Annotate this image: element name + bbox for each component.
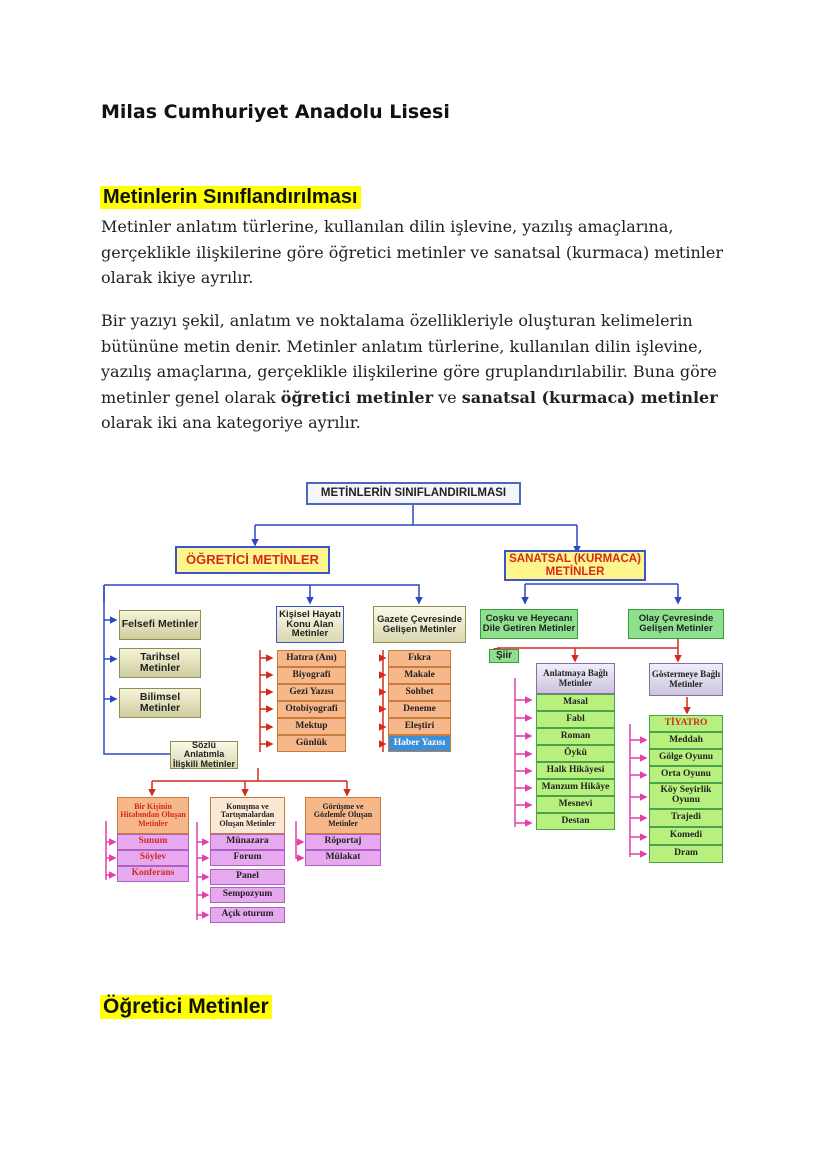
- anlatmaya-item: Destan: [536, 813, 615, 830]
- gostermeye-item: Köy Seyirlik Oyunu: [649, 783, 723, 809]
- gazete-item: Fıkra: [388, 650, 451, 667]
- gostermeye-item: Gölge Oyunu: [649, 749, 723, 766]
- gostermeye-item: Komedi: [649, 827, 723, 845]
- konusma-item: Açık oturum: [210, 907, 285, 923]
- siir-node: Şiir: [489, 649, 519, 663]
- tiyatro-header: TİYATRO: [649, 715, 723, 732]
- anlatmaya-item: Roman: [536, 728, 615, 745]
- p2-text-end: olarak iki ana kategoriye ayrılır.: [101, 413, 361, 432]
- kisisel-item: Gezi Yazısı: [277, 684, 346, 701]
- gostermeye-item: Dram: [649, 845, 723, 863]
- kisisel-item: Otobiyografi: [277, 701, 346, 718]
- anlatmaya-item: Fabl: [536, 711, 615, 728]
- definition-paragraph: [101, 308, 741, 436]
- bir-kisinin-node: Bir Kişinin Hitabından Oluşan Metinler: [117, 797, 189, 834]
- kisisel-item: Hatıra (Anı): [277, 650, 346, 667]
- sozlu-anlatim-node: Sözlü Anlatımla İlişkili Metinler: [170, 741, 238, 769]
- anlatmaya-bagli-node: Anlatmaya Bağlı Metinler: [536, 663, 615, 694]
- gazete-item: Makale: [388, 667, 451, 684]
- gazete-item: Sohbet: [388, 684, 451, 701]
- bir-kisinin-item: Konferans: [117, 866, 189, 882]
- gazete-item: Deneme: [388, 701, 451, 718]
- gostermeye-item: Orta Oyunu: [649, 766, 723, 783]
- anlatmaya-item: Mesnevi: [536, 796, 615, 813]
- bir-kisinin-item: Söylev: [117, 850, 189, 866]
- diagram-root: METİNLERİN SINIFLANDIRILMASI: [306, 482, 521, 505]
- p2-bold-sanatsal: sanatsal (kurmaca) metinler: [461, 387, 718, 407]
- gorusme-node: Görüşme ve Gözlemle Oluşan Metinler: [305, 797, 381, 834]
- kisisel-item: Biyografi: [277, 667, 346, 684]
- bir-kisinin-item: Sunum: [117, 834, 189, 850]
- anlatmaya-item: Manzum Hikâye: [536, 779, 615, 796]
- ogretici-metinler-node: ÖĞRETİCİ METİNLER: [175, 546, 330, 574]
- gazete-item-haber: Haber Yazısı: [388, 735, 451, 752]
- section-title-ogretici: Öğretici Metinler: [100, 995, 272, 1019]
- kisisel-item: Mektup: [277, 718, 346, 735]
- konusma-node: Konuşma ve Tartışmalardan Oluşan Metinler: [210, 797, 285, 834]
- anlatmaya-item: Halk Hikâyesi: [536, 762, 615, 779]
- bilimsel-metinler: Bilimsel Metinler: [119, 688, 201, 718]
- gostermeye-item: Meddah: [649, 732, 723, 749]
- classification-diagram: [100, 476, 730, 926]
- gostermeye-bagli-node: Göstermeye Bağlı Metinler: [649, 663, 723, 696]
- konusma-item: Forum: [210, 850, 285, 866]
- school-name: Milas Cumhuriyet Anadolu Lisesi: [101, 101, 450, 123]
- konusma-item: Panel: [210, 869, 285, 885]
- gorusme-item: Mülakat: [305, 850, 381, 866]
- anlatmaya-item: Öykü: [536, 745, 615, 762]
- p2-text-start: Bir yazıyı şekil, anlatım ve noktalama özellikleriyle oluşturan kelimelerin bütününe metin denir. Metinler anlatım türlerine, kullanılan dilin işlevine, yazılış amaçlarına, gerçeklikle ilişkilerine göre gruplandırılabilir. Buna göre metinler genel olarak: [101, 311, 717, 407]
- anlatmaya-item: Masal: [536, 694, 615, 711]
- gazete-item: Eleştiri: [388, 718, 451, 735]
- sanatsal-metinler-node: SANATSAL (KURMACA) METİNLER: [504, 550, 646, 581]
- kisisel-hayat-node: Kişisel Hayatı Konu Alan Metinler: [276, 606, 344, 643]
- gostermeye-item: Trajedi: [649, 809, 723, 827]
- p2-bold-ogretici: öğretici metinler: [280, 387, 433, 407]
- gorusme-item: Röportaj: [305, 834, 381, 850]
- intro-paragraph: Metinler anlatım türlerine, kullanılan dilin işlevine, yazılış amaçlarına, gerçeklikle ilişkilerine göre öğretici metinler ve sanatsal (kurmaca) metinler olarak ikiye ayrılır.: [101, 217, 723, 287]
- konusma-item: Sempozyum: [210, 887, 285, 903]
- tarihsel-metinler: Tarihsel Metinler: [119, 648, 201, 678]
- cosku-heyecan-node: Coşku ve Heyecanı Dile Getiren Metinler: [480, 609, 578, 639]
- section-title-classification: Metinlerin Sınıflandırılması: [100, 186, 361, 209]
- olay-cevresinde-node: Olay Çevresinde Gelişen Metinler: [628, 609, 724, 639]
- p2-text-mid: ve: [433, 387, 462, 407]
- kisisel-item: Günlük: [277, 735, 346, 752]
- konusma-item: Münazara: [210, 834, 285, 850]
- gazete-node: Gazete Çevresinde Gelişen Metinler: [373, 606, 466, 643]
- felsefi-metinler: Felsefi Metinler: [119, 610, 201, 640]
